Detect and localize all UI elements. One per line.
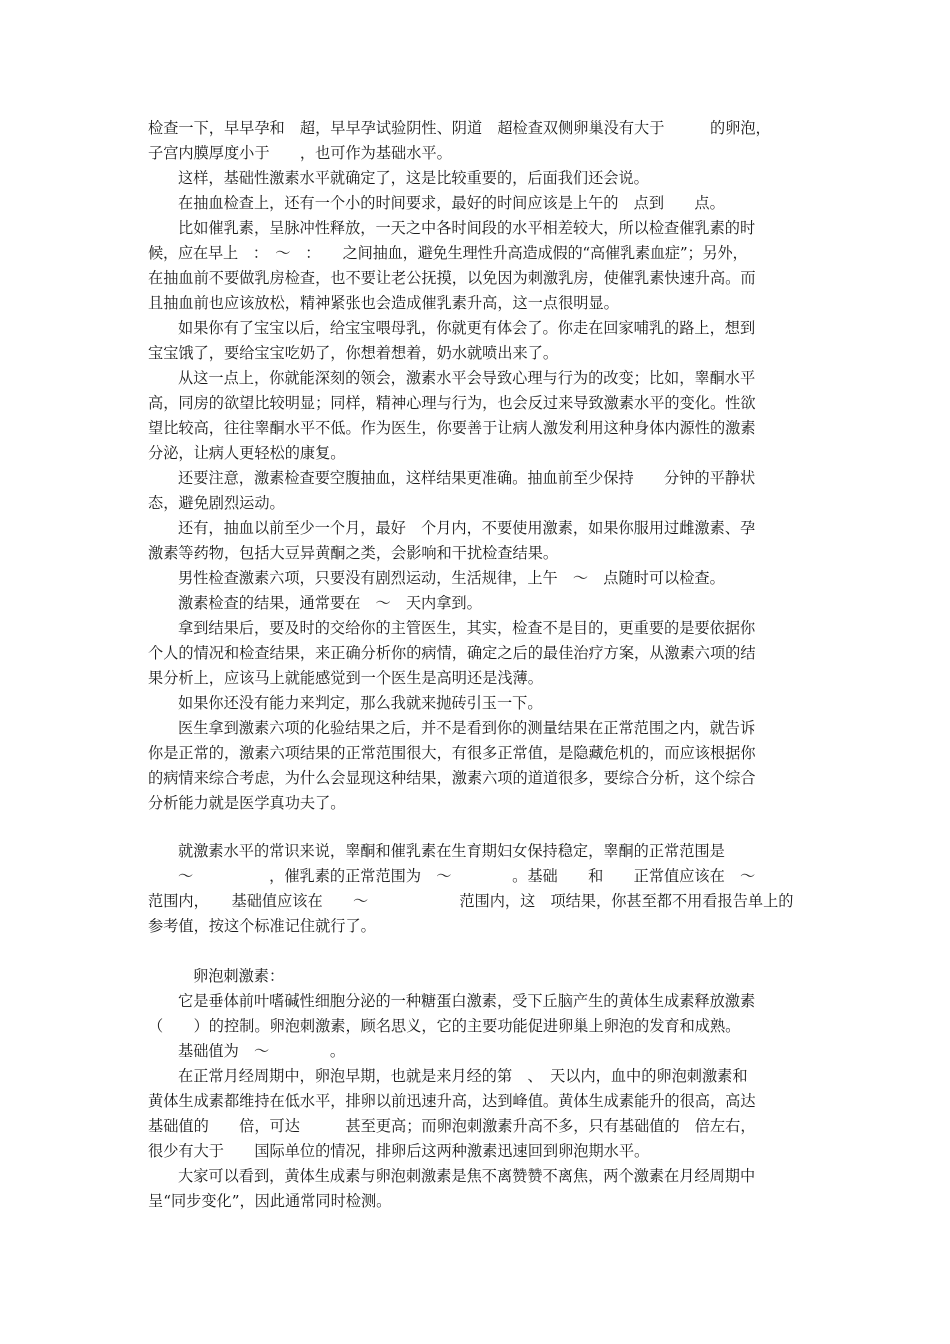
text-line: 呈“同步变化”，因此通常同时检测。 <box>148 1192 392 1210</box>
text-line: 子宫内膜厚度小于 ，也可作为基础水平。 <box>148 144 452 162</box>
text-line: 在抽血检查上，还有一个小的时间要求，最好的时间应该是上午的 点到 点。 <box>178 194 725 212</box>
text-line: 如果你还没有能力来判定，那么我就来抛砖引玉一下。 <box>178 694 543 712</box>
text-line: 在正常月经周期中，卵泡早期，也就是来月经的第 、 天以内，血中的卵泡刺激素和 <box>178 1067 748 1085</box>
text-line: 宝宝饿了，要给宝宝吃奶了，你想着想着，奶水就喷出来了。 <box>148 344 559 362</box>
text-line: 很少有大于 国际单位的情况，排卵后这两种激素迅速回到卵泡期水平。 <box>148 1142 650 1160</box>
text-line: 候，应在早上 ： ～ ： 之间抽血，避免生理性升高造成假的“高催乳素血症”；另外， <box>148 244 748 262</box>
text-line: 的病情来综合考虑，为什么会显现这种结果，激素六项的道道很多，要综合分析，这个综合 <box>148 769 756 787</box>
text-line: 拿到结果后，要及时的交给你的主管医生，其实，检查不是目的，更重要的是要依据你 <box>178 619 756 637</box>
text-line: 它是垂体前叶嗜碱性细胞分泌的一种糖蛋白激素，受下丘脑产生的黄体生成素释放激素 <box>178 992 756 1010</box>
text-line: 男性检查激素六项，只要没有剧烈运动，生活规律，上午 ～ 点随时可以检查。 <box>178 569 725 587</box>
text-line: 态，避免剧烈运动。 <box>148 494 285 512</box>
text-line: 在抽血前不要做乳房检查，也不要让老公抚摸，以免因为刺激乳房，使催乳素快速升高。而 <box>148 269 756 287</box>
text-line: （ ）的控制。卵泡刺激素，顾名思义，它的主要功能促进卵巢上卵泡的发育和成熟。 <box>148 1017 741 1035</box>
text-line: 黄体生成素都维持在低水平，排卵以前迅速升高，达到峰值。黄体生成素能升的很高，高达 <box>148 1092 756 1110</box>
text-line: 激素等药物，包括大豆异黄酮之类，会影响和干扰检查结果。 <box>148 544 559 562</box>
text-line: 高，同房的欲望比较明显；同样，精神心理与行为，也会反过来导致激素水平的变化。性欲 <box>148 394 756 412</box>
text-line: ～ ，催乳素的正常范围为 ～ 。基础 和 正常值应该在 ～ <box>178 867 756 885</box>
text-line: 范围内， 基础值应该在 ～ 范围内，这 项结果，你甚至都不用看报告单上的 <box>148 892 794 910</box>
text-line: 你是正常的，激素六项结果的正常范围很大，有很多正常值，是隐藏危机的，而应该根据你 <box>148 744 756 762</box>
text-line: 比如催乳素，呈脉冲性释放，一天之中各时间段的水平相差较大，所以检查催乳素的时 <box>178 219 756 237</box>
text-line: 还有，抽血以前至少一个月，最好 个月内，不要使用激素，如果你服用过雌激素、孕 <box>178 519 756 537</box>
text-line: 分泌，让病人更轻松的康复。 <box>148 444 346 462</box>
text-line: 基础值的 倍，可达 甚至更高；而卵泡刺激素升高不多，只有基础值的 倍左右， <box>148 1117 756 1135</box>
text-line: 如果你有了宝宝以后，给宝宝喂母乳，你就更有体会了。你走在回家哺乳的路上，想到 <box>178 319 756 337</box>
text-line: 分析能力就是医学真功夫了。 <box>148 794 346 812</box>
text-line: 医生拿到激素六项的化验结果之后，并不是看到你的测量结果在正常范围之内，就告诉 <box>178 719 756 737</box>
text-line: 这样，基础性激素水平就确定了，这是比较重要的，后面我们还会说。 <box>178 169 649 187</box>
text-line: 从这一点上，你就能深刻的领会，激素水平会导致心理与行为的改变；比如，睾酮水平 <box>178 369 756 387</box>
text-line: 激素检查的结果，通常要在 ～ 天内拿到。 <box>178 594 482 612</box>
text-line: 检查一下，早早孕和 超，早早孕试验阴性、阴道 超检查双侧卵巢没有大于 的卵泡， <box>148 119 771 137</box>
text-line: 个人的情况和检查结果，来正确分析你的病情，确定之后的最佳治疗方案，从激素六项的结 <box>148 644 756 662</box>
text-line: 望比较高，往往睾酮水平不低。作为医生，你要善于让病人激发利用这种身体内源性的激素 <box>148 419 756 437</box>
text-line: 且抽血前也应该放松，精神紧张也会造成催乳素升高，这一点很明显。 <box>148 294 619 312</box>
text-line: 就激素水平的常识来说，睾酮和催乳素在生育期妇女保持稳定，睾酮的正常范围是 <box>178 842 725 860</box>
text-line: 大家可以看到，黄体生成素与卵泡刺激素是焦不离赞赞不离焦，两个激素在月经周期中 <box>178 1167 756 1185</box>
text-line: 基础值为 ～ 。 <box>178 1042 346 1060</box>
text-line: 果分析上，应该马上就能感觉到一个医生是高明还是浅薄。 <box>148 669 543 687</box>
text-line: 还要注意，激素检查要空腹抽血，这样结果更准确。抽血前至少保持 分钟的平静状 <box>178 469 756 487</box>
text-line: 参考值，按这个标准记住就行了。 <box>148 917 376 935</box>
section-heading: 卵泡刺激素： <box>193 967 285 985</box>
